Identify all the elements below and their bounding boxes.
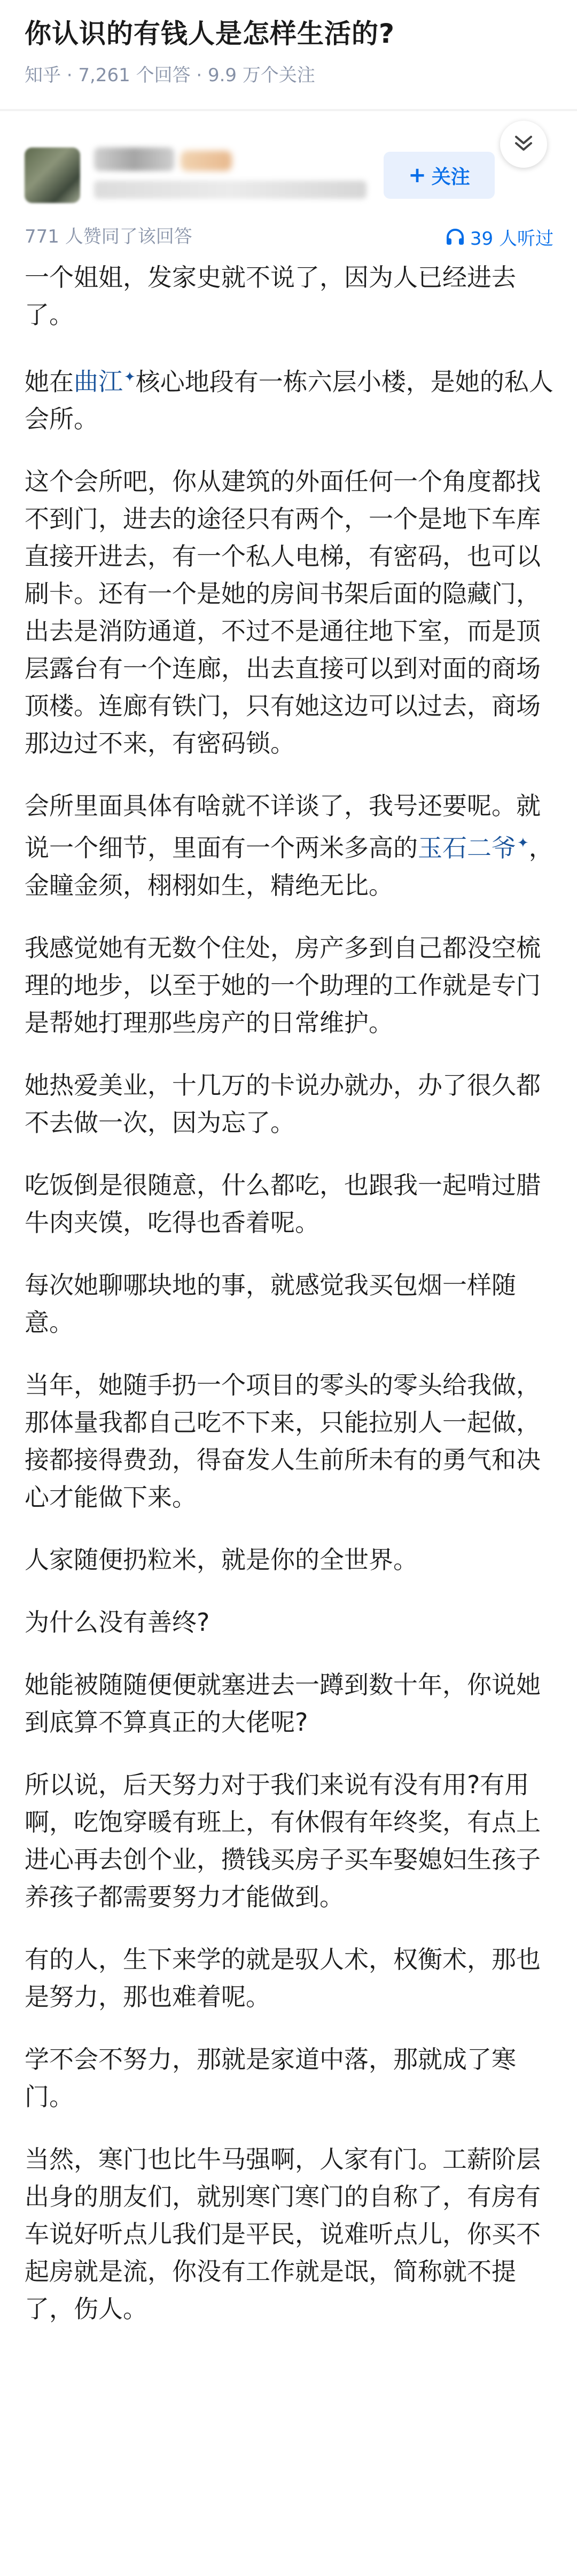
avatar[interactable] [25, 147, 80, 203]
answer-paragraph: 人家随便扔粒米，就是你的全世界。 [25, 1545, 418, 1574]
answer-paragraph: 所以说，后天努力对于我们来说有没有用?有用啊，吃饱穿暖有班上，有休假有年终奖，有点上进心再去创个业，攒钱买房子买车娶媳妇生孩子养孩子都需要努力才能做到。 [25, 1770, 541, 1911]
answer-paragraph: 我感觉她有无数个住处，房产多到自己都没空梳理的地步，以至于她的一个助理的工作就是专门是帮她打理那些房产的日常维护。 [25, 933, 541, 1037]
agree-count: 771 人赞同了该回答 [25, 226, 192, 247]
author-name-blurred[interactable] [94, 147, 174, 171]
plus-icon: + [408, 163, 426, 188]
collapse-button[interactable] [500, 121, 547, 168]
follow-button[interactable] [384, 152, 495, 199]
agree-row [0, 220, 577, 252]
paragraph-text: 核心地段有一栋六层小楼，是她的私人会所。 [25, 367, 553, 434]
answer-paragraph: 有的人，生下来学的就是驭人术，权衡术，那也是努力，那也难着呢。 [25, 1944, 541, 2011]
answer-paragraph: 每次她聊哪块地的事，就感觉我买包烟一样随意。 [25, 1270, 516, 1337]
paragraph-text: 她在 [25, 367, 74, 396]
question-header [0, 0, 577, 112]
author-bio-blurred [94, 181, 367, 199]
header-divider [0, 109, 577, 111]
listen-button[interactable] [446, 223, 553, 250]
answer-paragraph: 她热爱美业，十几万的卡说办就办，办了很久都不去做一次，因为忘了。 [25, 1070, 541, 1137]
listen-label: 39 人听过 [470, 228, 553, 250]
answer-paragraph: 这个会所吧，你从建筑的外面任何一个角度都找不到门，进去的途径只有两个，一个是地下车库直接开进去，有一个私人电梯，有密码，也可以刷卡。还有一个是她的房间书架后面的隐藏门，出去是消防通道，不过不是通往地下室，而是顶层露台有一个连廊，出去直接可以到对面的商场顶楼。连廊有铁门，只有她这边可以过去，商场那边过不来，有密码锁。 [25, 467, 541, 758]
search-link-text: 玉石二爷 [418, 833, 516, 862]
paragraph-text: 会所里面具体有啥就不详谈了，我号还要呢。就说一个细节，里面有一个两米多高的 [25, 791, 541, 862]
answer-paragraph [25, 359, 553, 438]
answer-body [25, 259, 553, 2353]
answer-paragraph: 一个姐姐，发家史就不说了，因为人已经进去了。 [25, 263, 516, 329]
follow-label: 关注 [431, 166, 470, 188]
answer-paragraph: 当年，她随手扔一个项目的零头的零头给我做，那体量我都自己吃不下来，只能拉别人一起做，接都接得费劲，得奋发人生前所未有的勇气和决心才能做下来。 [25, 1370, 541, 1512]
answer-paragraph [25, 787, 553, 904]
answer-paragraph: 为什么没有善终? [25, 1607, 210, 1637]
sparkle-icon: ✦ [124, 369, 136, 385]
headphones-icon [446, 228, 465, 246]
question-title[interactable]: 你认识的有钱人是怎样生活的? [25, 18, 395, 49]
search-link-text: 曲江 [74, 367, 123, 396]
answer-paragraph: 当然，寒门也比牛马强啊，人家有门。工薪阶层出身的朋友们，就别寒门寒门的自称了，有房有车说好听点儿我们是平民，说难听点儿，你买不起房就是流，你没有工作就是氓，简称就不提了，伤人。 [25, 2144, 541, 2323]
search-link-yushi-erye[interactable] [418, 834, 529, 862]
author-badge-blurred [181, 151, 232, 171]
double-chevron-up-icon [513, 133, 534, 156]
search-link-qujiang[interactable] [74, 367, 136, 396]
sparkle-icon: ✦ [517, 835, 529, 852]
paragraph-text: ，金瞳金须，栩栩如生，精绝无比。 [25, 833, 553, 900]
question-meta: 知乎 · 7,261 个回答 · 9.9 万个关注 [25, 65, 315, 86]
answer-paragraph: 学不会不努力，那就是家道中落，那就成了寒门。 [25, 2044, 516, 2111]
answer-paragraph: 吃饭倒是很随意，什么都吃，也跟我一起啃过腊牛肉夹馍，吃得也香着呢。 [25, 1170, 541, 1237]
answer-paragraph: 她能被随随便便就塞进去一蹲到数十年，你说她到底算不算真正的大佬呢? [25, 1670, 541, 1737]
